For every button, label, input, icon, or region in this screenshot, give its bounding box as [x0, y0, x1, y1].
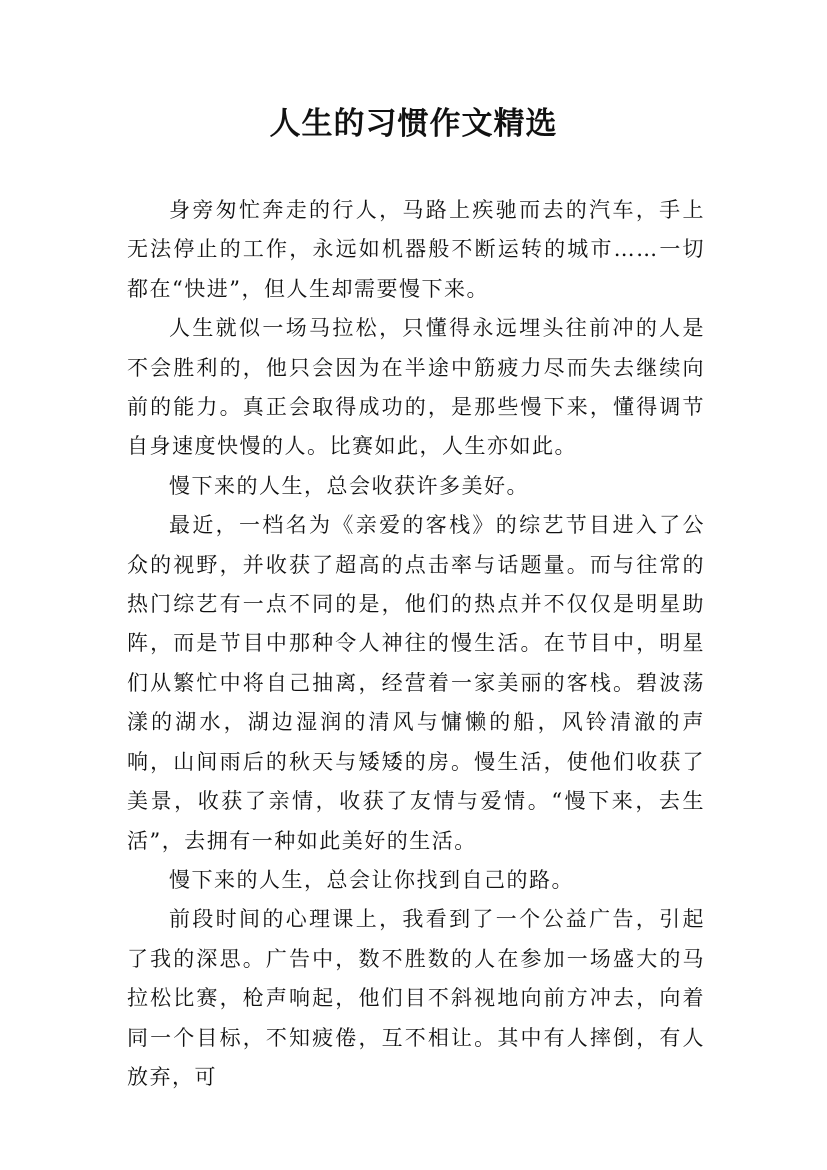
paragraph: 慢下来的人生，总会让你找到自己的路。 — [169, 867, 574, 892]
paragraph: 身旁匆忙奔走的行人，马路上疾驰而去的汽车，手上无法停止的工作，永远如机器般不断运转的城市……一切都在“快进”，但人生却需要慢下来。 — [127, 198, 705, 301]
paragraph: 最近，一档名为《亲爱的客栈》的综艺节目进入了公众的视野，并收获了超高的点击率与话题量。而与往常的热门综艺有一点不同的是，他们的热点并不仅仅是明星助阵，而是节目中那种令人神往的慢生活。在节目中，明星们从繁忙中将自己抽离，经营着一家美丽的客栈。碧波荡漾的湖水，湖边湿润的清风与慵懒的船，风铃清澈的声响，山间雨后的秋天与矮矮的房。慢生活，使他们收获了美景，收获了亲情，收获了友情与爱情。“慢下来，去生活”，去拥有一种如此美好的生活。 — [127, 513, 705, 853]
document-body — [127, 191, 705, 1097]
document-title: 人生的习惯作文精选 — [269, 106, 558, 142]
paragraph: 人生就似一场马拉松，只懂得永远埋头往前冲的人是不会胜利的，他只会因为在半途中筋疲力尽而失去继续向前的能力。真正会取得成功的，是那些慢下来，懂得调节自身速度快慢的人。比赛如此，人生亦如此。 — [127, 316, 705, 459]
paragraph: 慢下来的人生，总会收获许多美好。 — [169, 473, 529, 498]
paragraph: 前段时间的心理课上，我看到了一个公益广告，引起了我的深思。广告中，数不胜数的人在参加一场盛大的马拉松比赛，枪声响起，他们目不斜视地向前方冲去，向着同一个目标，不知疲倦，互不相让。其中有人摔倒，有人放弃，可 — [127, 907, 705, 1089]
